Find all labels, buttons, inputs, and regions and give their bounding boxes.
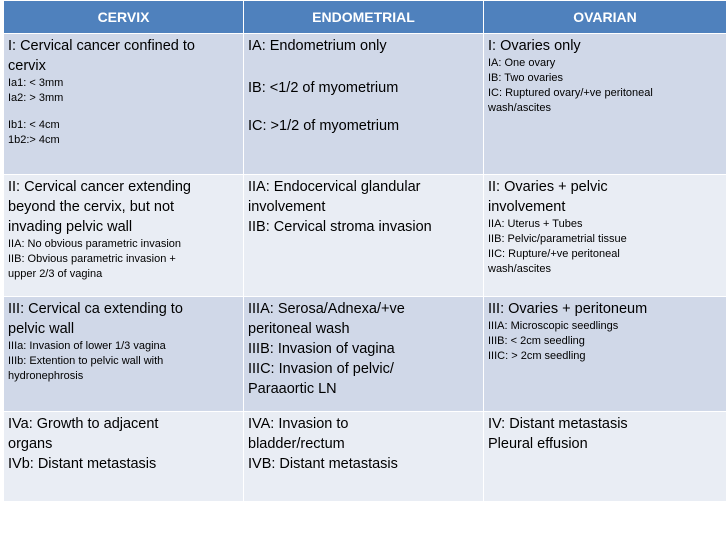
cell-subtext: IIIb: Extention to pelvic wall with [8,355,164,368]
cell-subtext: IIB: Obvious parametric invasion + [8,252,176,265]
cell-text: II: Ovaries + pelvic [488,178,608,195]
cell-endometrial-stage-2 [244,174,484,297]
cell-subtext: IB: Two ovaries [488,72,563,84]
cell-subtext: IIB: Pelvic/parametrial tissue [488,232,627,245]
table-row-stage-1 [4,34,727,175]
cell-text: organs [8,435,53,452]
cell-ovarian-stage-4 [484,411,727,501]
cell-ovarian-stage-2 [484,174,727,297]
cell-text: Pleural effusion [488,435,588,452]
cell-subtext: wash/ascites [488,262,551,275]
cell-text: III: Cervical ca extending to [8,301,183,318]
cell-subtext: IIIC: > 2cm seedling [488,350,586,363]
cell-subtext: Ia1: < 3mm [8,77,64,89]
cell-text: IIIC: Invasion of pelvic/ [248,361,394,378]
cell-endometrial-stage-1 [244,34,484,175]
cell-cervix-stage-3 [4,297,244,411]
header-row [4,1,727,34]
cell-subtext: wash/ascites [488,102,551,114]
cell-subtext: IIA: Uterus + Tubes [488,217,583,230]
cell-text: IB: <1/2 of myometrium [248,80,399,96]
cell-text: IVb: Distant metastasis [8,455,157,472]
cell-subtext: Ia2: > 3mm [8,92,64,104]
header-cervix: CERVIX [4,1,244,34]
cell-endometrial-stage-3 [244,297,484,411]
header-ovarian: OVARIAN [484,1,727,34]
cell-cervix-stage-4 [4,411,244,501]
cell-subtext: IIIA: Microscopic seedlings [488,320,619,333]
cell-subtext: IIIa: Invasion of lower 1/3 vagina [8,340,166,353]
cell-text: IIB: Cervical stroma invasion [248,218,432,235]
cell-text: IVa: Growth to adjacent [8,415,159,432]
cell-text: III: Ovaries + peritoneum [488,301,648,318]
cell-subtext: Ib1: < 4cm [8,119,60,131]
cell-text: pelvic wall [8,321,75,338]
cell-text: IVB: Distant metastasis [248,455,398,472]
header-endometrial: ENDOMETRIAL [244,1,484,34]
cell-endometrial-stage-4 [244,411,484,501]
cell-text: peritoneal wash [248,321,350,338]
cell-text: Paraaortic LN [248,381,337,398]
cell-ovarian-stage-3 [484,297,727,411]
cell-text: IV: Distant metastasis [488,415,628,432]
cell-subtext: IIA: No obvious parametric invasion [8,237,182,250]
table-row-stage-3 [4,297,727,411]
cell-text: II: Cervical cancer extending [8,178,191,195]
cell-subtext: IA: One ovary [488,57,556,69]
cell-text: IIA: Endocervical glandular [248,178,421,195]
cell-text: IA: Endometrium only [248,38,387,54]
cell-text: cervix [8,58,46,74]
cell-subtext: upper 2/3 of vagina [8,267,103,280]
cell-text: invading pelvic wall [8,218,133,235]
table-row-stage-2 [4,174,727,297]
cell-subtext: IIC: Rupture/+ve peritoneal [488,247,620,260]
cell-text: involvement [488,198,566,215]
cell-text: bladder/rectum [248,435,345,452]
cell-ovarian-stage-1 [484,34,727,175]
cell-subtext: hydronephrosis [8,370,84,383]
cell-text: IIIB: Invasion of vagina [248,341,395,358]
cell-text: I: Cervical cancer confined to [8,38,195,54]
cell-cervix-stage-1 [4,34,244,175]
cell-text: involvement [248,198,326,215]
staging-table [3,0,727,502]
cell-text: I: Ovaries only [488,38,581,54]
cell-subtext: IIIB: < 2cm seedling [488,335,585,348]
cell-text: beyond the cervix, but not [8,198,175,215]
cell-text: IVA: Invasion to [248,415,349,432]
cell-text: IIIA: Serosa/Adnexa/+ve [248,301,405,318]
cell-subtext: IC: Ruptured ovary/+ve peritoneal [488,87,653,99]
cell-text: IC: >1/2 of myometrium [248,118,400,134]
table-row-stage-4 [4,411,727,501]
cell-subtext: 1b2:> 4cm [8,134,60,146]
cell-cervix-stage-2 [4,174,244,297]
